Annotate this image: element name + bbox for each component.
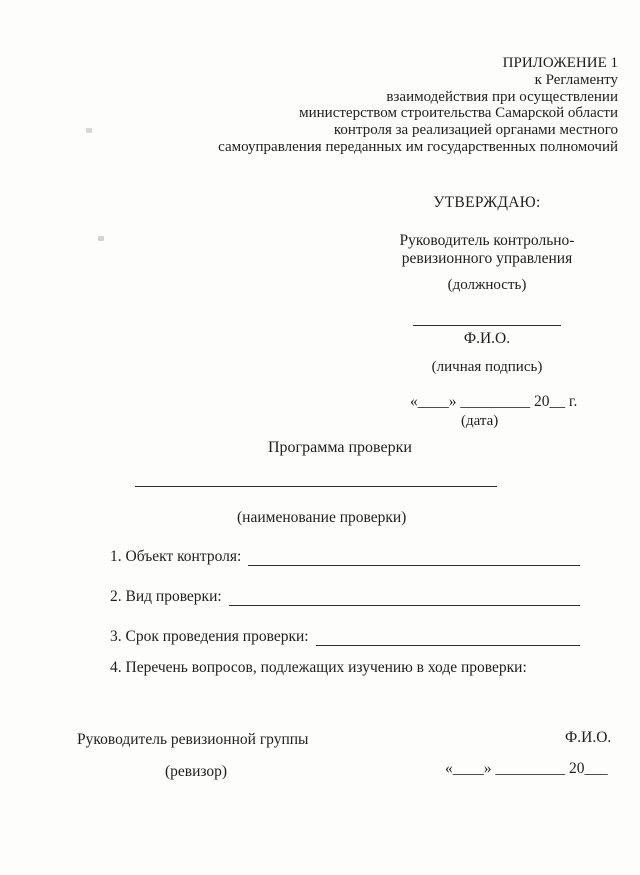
item-inspection-type	[110, 586, 580, 606]
item-label: 1. Объект контроля:	[110, 548, 242, 565]
appendix-line: контроля за реализацией органами местного	[333, 122, 618, 139]
item-object-of-control	[110, 546, 580, 566]
approve-label: УТВЕРЖДАЮ:	[433, 194, 541, 211]
scan-speck	[98, 236, 104, 241]
item-question-list	[110, 657, 580, 677]
date-caption: (дата)	[461, 413, 499, 429]
signoff-role-caption: (ревизор)	[165, 763, 228, 780]
approval-date-blank: «____» _________ 20__ г.	[410, 393, 578, 410]
appendix-line: министерством строительства Самарской области	[299, 105, 618, 122]
appendix-line: ПРИЛОЖЕНИЕ 1	[502, 55, 618, 71]
approver-name-label: Ф.И.О.	[463, 330, 511, 347]
item-blank-line	[229, 588, 580, 606]
position-caption: (должность)	[447, 277, 527, 293]
appendix-line: взаимодействия при осуществлении	[386, 88, 618, 105]
item-label: 2. Вид проверки:	[110, 588, 222, 605]
approver-position	[367, 232, 607, 268]
program-title: Программа проверки	[268, 439, 412, 456]
inspection-name-caption: (наименование проверки)	[237, 509, 407, 526]
inspection-name-blank-line	[135, 486, 497, 487]
approver-position-line: ревизионного управления	[401, 250, 573, 267]
signature-caption: (личная подпись)	[431, 359, 543, 375]
scan-speck	[86, 128, 92, 133]
item-blank-line	[248, 548, 580, 566]
item-inspection-period	[110, 626, 580, 646]
appendix-header	[90, 55, 618, 156]
item-label: 3. Срок проведения проверки:	[110, 628, 309, 645]
signoff-name-label: Ф.И.О.	[565, 729, 612, 746]
appendix-line: самоуправления переданных им государственных полномочий	[218, 138, 618, 155]
signoff-role: Руководитель ревизионной группы	[77, 731, 309, 748]
approver-position-line: Руководитель контрольно-	[399, 232, 575, 249]
item-blank-line	[316, 628, 580, 646]
signoff-date-blank: «____» _________ 20___	[445, 760, 608, 777]
signature-blank-line	[413, 325, 561, 326]
item-label: 4. Перечень вопросов, подлежащих изучению в ходе проверки:	[110, 659, 527, 676]
appendix-line: к Регламенту	[534, 71, 618, 88]
